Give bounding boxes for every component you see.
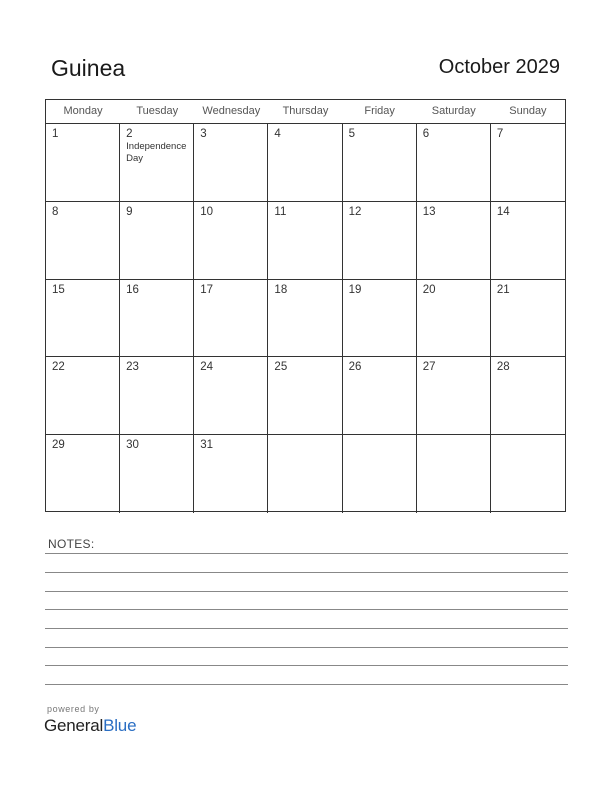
day-number: 2: [126, 128, 133, 140]
day-cell[interactable]: [268, 435, 342, 513]
day-number: 4: [274, 128, 281, 140]
day-number: 11: [274, 205, 287, 218]
day-cell[interactable]: [120, 435, 194, 513]
day-cell[interactable]: [343, 357, 417, 435]
day-number: 16: [126, 283, 139, 296]
day-cell[interactable]: [343, 202, 417, 280]
day-cell[interactable]: [268, 357, 342, 435]
day-cell[interactable]: [120, 124, 194, 202]
day-number: 13: [422, 205, 436, 218]
brand-blue: Blue: [103, 716, 137, 735]
day-number: 12: [348, 205, 362, 218]
day-number: 28: [496, 361, 510, 374]
day-number: 23: [126, 361, 139, 374]
day-number: 7: [496, 128, 504, 140]
day-number: 3: [200, 128, 207, 140]
day-number: 24: [200, 361, 214, 374]
weekday-header-row: [46, 100, 565, 124]
day-cell[interactable]: [194, 280, 268, 358]
day-cell[interactable]: [120, 280, 194, 358]
day-number: 6: [422, 128, 430, 140]
weekday-tuesday: Tuesday: [136, 105, 179, 117]
weekday-thursday: Thursday: [282, 105, 329, 117]
day-cell[interactable]: [46, 357, 120, 435]
day-number: 29: [52, 439, 65, 452]
day-number: 21: [496, 283, 510, 296]
day-number: 15: [52, 283, 65, 296]
day-number: 18: [274, 283, 288, 296]
day-number: 25: [274, 361, 288, 374]
weekday-sunday: Sunday: [509, 105, 547, 117]
day-cell[interactable]: [46, 202, 120, 280]
day-cell[interactable]: [194, 124, 268, 202]
day-number: 30: [126, 439, 139, 452]
day-cell[interactable]: [120, 357, 194, 435]
day-number: 8: [52, 205, 59, 218]
day-cell[interactable]: [491, 124, 565, 202]
note-line: [45, 609, 568, 610]
day-number: 5: [348, 128, 355, 140]
day-cell[interactable]: [343, 124, 417, 202]
day-number: 22: [52, 361, 65, 374]
day-cell[interactable]: [491, 357, 565, 435]
day-number: 1: [52, 128, 59, 140]
day-cell[interactable]: [417, 357, 491, 435]
powered-by-text: powered by: [47, 704, 100, 714]
day-cell[interactable]: [417, 124, 491, 202]
note-line: [45, 572, 568, 573]
note-line: [45, 591, 568, 592]
day-cell[interactable]: [343, 280, 417, 358]
day-number: 17: [200, 283, 214, 296]
day-cell[interactable]: [268, 280, 342, 358]
month-year-title: October 2029: [438, 56, 560, 78]
note-line: [45, 684, 568, 685]
note-line: [45, 628, 568, 629]
country-title: Guinea: [51, 55, 126, 81]
day-number: 9: [126, 205, 133, 218]
day-cell[interactable]: [417, 280, 491, 358]
day-cell[interactable]: [46, 435, 120, 513]
calendar-days: [46, 124, 565, 513]
day-cell[interactable]: [194, 357, 268, 435]
day-number: 27: [422, 361, 436, 374]
notes-label: NOTES:: [48, 537, 95, 551]
day-cell[interactable]: [491, 280, 565, 358]
day-cell[interactable]: [268, 202, 342, 280]
day-number: 20: [422, 283, 436, 296]
weekday-friday: Friday: [364, 105, 395, 117]
note-line: [45, 647, 568, 648]
day-number: 31: [200, 439, 214, 452]
weekday-saturday: Saturday: [431, 105, 476, 117]
day-cell[interactable]: [120, 202, 194, 280]
day-cell[interactable]: [491, 435, 565, 513]
generalblue-logo[interactable]: [44, 716, 136, 736]
weekday-monday: Monday: [63, 105, 103, 117]
day-cell[interactable]: [46, 124, 120, 202]
day-cell[interactable]: [46, 280, 120, 358]
day-cell[interactable]: [268, 124, 342, 202]
holiday-label: Independence Day: [126, 141, 187, 164]
calendar-grid: [45, 99, 566, 512]
day-number: 14: [496, 205, 510, 218]
day-cell[interactable]: [417, 202, 491, 280]
note-line: [45, 665, 568, 666]
day-cell[interactable]: [194, 435, 268, 513]
day-cell[interactable]: [194, 202, 268, 280]
day-number: 10: [200, 205, 214, 218]
weekday-wednesday: Wednesday: [202, 105, 261, 117]
day-number: 26: [348, 361, 362, 374]
day-number: 19: [348, 283, 362, 296]
day-cell[interactable]: [417, 435, 491, 513]
note-line: [45, 553, 568, 554]
day-cell[interactable]: [343, 435, 417, 513]
day-cell[interactable]: [491, 202, 565, 280]
brand-general: General: [44, 716, 104, 735]
